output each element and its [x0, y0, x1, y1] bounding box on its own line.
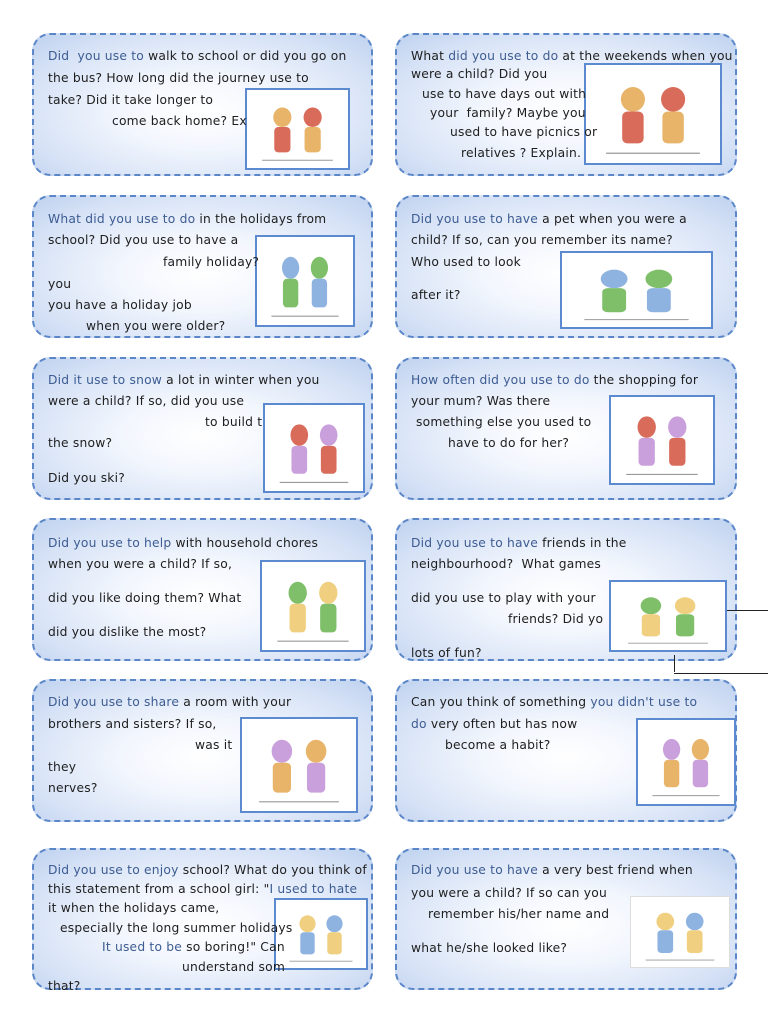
- highlighted-phrase: Did you use to: [48, 49, 145, 63]
- question-text-line: [411, 589, 596, 607]
- text-segment: at the weekends when you: [558, 49, 733, 63]
- highlighted-phrase: Did you use to share: [48, 695, 180, 709]
- highlighted-phrase: It used to be: [102, 940, 183, 954]
- text-segment: Can you think of something: [411, 695, 591, 709]
- text-segment: school? Did you use to have a: [48, 233, 239, 247]
- question-text-line: [445, 736, 550, 754]
- text-segment: was it: [195, 738, 233, 752]
- question-text-line: [48, 69, 309, 87]
- text-segment: that?: [48, 979, 81, 993]
- children-walking-to-school-image: [245, 88, 350, 170]
- stray-line-shape-left: [674, 655, 675, 672]
- group-of-friends-image: [609, 580, 727, 652]
- girl-with-pot-image: [609, 395, 715, 485]
- question-text-line: [182, 958, 285, 976]
- text-segment: friends? Did yo: [508, 612, 604, 626]
- text-segment: have to do for her?: [448, 436, 570, 450]
- question-text-line: [195, 736, 232, 754]
- question-text-line: [48, 623, 206, 641]
- family-picnic-sketch-image: [584, 63, 722, 165]
- text-segment: nerves?: [48, 781, 98, 795]
- question-text-line: [60, 919, 292, 937]
- text-segment: the bus? How long did the journey use to: [48, 71, 309, 85]
- child-with-bucket-image: [260, 560, 366, 652]
- highlighted-phrase: What did you use to do: [48, 212, 196, 226]
- question-text-line: [411, 65, 547, 83]
- family-on-beach-image: [255, 235, 355, 327]
- text-segment: this statement from a school girl: ": [48, 882, 270, 896]
- text-segment: brothers and sisters? If so,: [48, 717, 217, 731]
- text-segment: take? Did it take longer to: [48, 93, 214, 107]
- question-text-line: [48, 210, 326, 228]
- question-text-line: [48, 880, 357, 898]
- question-text-line: [48, 693, 291, 711]
- question-text-line: [48, 275, 71, 293]
- text-segment: did you use to play with your: [411, 591, 596, 605]
- question-text-line: [428, 905, 609, 923]
- text-segment: a lot in winter when you: [162, 373, 320, 387]
- highlighted-phrase: Did you use to enjoy: [48, 863, 179, 877]
- question-text-line: [48, 861, 367, 879]
- question-text-line: [102, 938, 285, 956]
- text-segment: a room with your: [179, 695, 292, 709]
- highlighted-phrase: Did you use to have: [411, 212, 539, 226]
- question-text-line: [48, 555, 232, 573]
- question-text-line: [48, 758, 76, 776]
- text-segment: your family? Maybe you: [430, 106, 586, 120]
- text-segment: especially the long summer holidays: [60, 921, 293, 935]
- text-segment: walk to school or did you go on: [144, 49, 347, 63]
- question-text-line: [48, 91, 213, 109]
- text-segment: a pet when you were a: [538, 212, 687, 226]
- question-text-line: [48, 715, 217, 733]
- question-text-line: [411, 861, 693, 879]
- question-text-line: [411, 939, 567, 957]
- question-text-line: [416, 413, 591, 431]
- snowmen-image: [263, 403, 365, 493]
- text-segment: in the holidays from: [195, 212, 327, 226]
- text-segment: Who used to look: [411, 255, 521, 269]
- question-text-line: [411, 555, 601, 573]
- three-dogs-image: [560, 251, 713, 329]
- text-segment: used to have picnics or: [450, 125, 598, 139]
- question-text-line: [430, 104, 586, 122]
- question-text-line: [411, 884, 607, 902]
- text-segment: when you were a child? If so,: [48, 557, 233, 571]
- text-segment: your mum? Was there: [411, 394, 551, 408]
- highlighted-phrase: did you use to do: [448, 49, 559, 63]
- question-text-line: [48, 589, 241, 607]
- question-text-line: [48, 296, 192, 314]
- highlighted-phrase: Did you use to have: [411, 863, 539, 877]
- text-segment: What: [411, 49, 449, 63]
- question-text-line: [411, 715, 577, 733]
- text-segment: understand som: [182, 960, 285, 974]
- text-segment: did you like doing them? What: [48, 591, 242, 605]
- question-text-line: [448, 434, 569, 452]
- question-text-line: [411, 534, 627, 552]
- text-segment: after it?: [411, 288, 461, 302]
- highlighted-phrase: do: [411, 717, 427, 731]
- highlighted-phrase: you didn't use to: [590, 695, 698, 709]
- question-text-line: [205, 413, 262, 431]
- question-text-line: [48, 899, 219, 917]
- text-segment: something else you used to: [416, 415, 592, 429]
- question-text-line: [411, 371, 698, 389]
- question-text-line: [48, 392, 244, 410]
- two-friends-sitting-image: [630, 896, 730, 968]
- text-segment: a very best friend when: [538, 863, 693, 877]
- text-segment: become a habit?: [445, 738, 551, 752]
- question-text-line: [112, 112, 247, 130]
- text-segment: they: [48, 760, 77, 774]
- question-text-line: [411, 231, 673, 249]
- bunk-beds-image: [240, 717, 358, 813]
- question-text-line: [48, 534, 318, 552]
- text-segment: relatives ? Explain.: [461, 146, 582, 160]
- text-segment: were a child? If so, did you use: [48, 394, 245, 408]
- text-segment: did you dislike the most?: [48, 625, 207, 639]
- text-segment: come back home? Ex: [112, 114, 247, 128]
- text-segment: very often but has now: [426, 717, 578, 731]
- question-text-line: [48, 231, 238, 249]
- highlighted-phrase: Did you use to help: [48, 536, 172, 550]
- highlighted-phrase: I used to hate: [269, 882, 358, 896]
- text-segment: to build t: [205, 415, 263, 429]
- highlighted-phrase: How often did you use to do: [411, 373, 590, 387]
- question-text-line: [411, 392, 550, 410]
- highlighted-phrase: Did you use to have: [411, 536, 539, 550]
- text-segment: so boring!" Can: [182, 940, 285, 954]
- text-segment: use to have days out with: [422, 87, 587, 101]
- text-segment: were a child? Did you: [411, 67, 548, 81]
- text-segment: when you were older?: [86, 319, 226, 333]
- text-segment: the shopping for: [589, 373, 699, 387]
- question-text-line: [450, 123, 597, 141]
- text-segment: remember his/her name and: [428, 907, 610, 921]
- question-text-line: [48, 434, 112, 452]
- text-segment: with household chores: [171, 536, 319, 550]
- text-segment: Did you ski?: [48, 471, 125, 485]
- text-segment: child? If so, can you remember its name?: [411, 233, 673, 247]
- text-segment: you: [48, 277, 72, 291]
- question-text-line: [461, 144, 581, 162]
- highlighted-phrase: Did it use to snow: [48, 373, 163, 387]
- question-text-line: [48, 469, 125, 487]
- question-text-line: [163, 253, 259, 271]
- question-text-line: [411, 47, 733, 65]
- person-reading-book-image: [636, 718, 736, 806]
- text-segment: you have a holiday job: [48, 298, 192, 312]
- text-segment: the snow?: [48, 436, 113, 450]
- question-text-line: [48, 977, 81, 995]
- question-text-line: [422, 85, 586, 103]
- text-segment: what he/she looked like?: [411, 941, 568, 955]
- text-segment: it when the holidays came,: [48, 901, 220, 915]
- question-text-line: [411, 644, 482, 662]
- question-text-line: [508, 610, 603, 628]
- text-segment: lots of fun?: [411, 646, 482, 660]
- text-segment: family holiday?: [163, 255, 260, 269]
- text-segment: you were a child? If so can you: [411, 886, 607, 900]
- question-text-line: [411, 210, 687, 228]
- question-text-line: [411, 693, 697, 711]
- text-segment: school? What do you think of: [178, 863, 367, 877]
- question-text-line: [48, 47, 346, 65]
- question-text-line: [86, 317, 225, 335]
- text-segment: friends in the: [538, 536, 627, 550]
- question-text-line: [48, 371, 320, 389]
- question-text-line: [48, 779, 98, 797]
- question-text-line: [411, 286, 461, 304]
- question-text-line: [411, 253, 521, 271]
- text-segment: neighbourhood? What games: [411, 557, 602, 571]
